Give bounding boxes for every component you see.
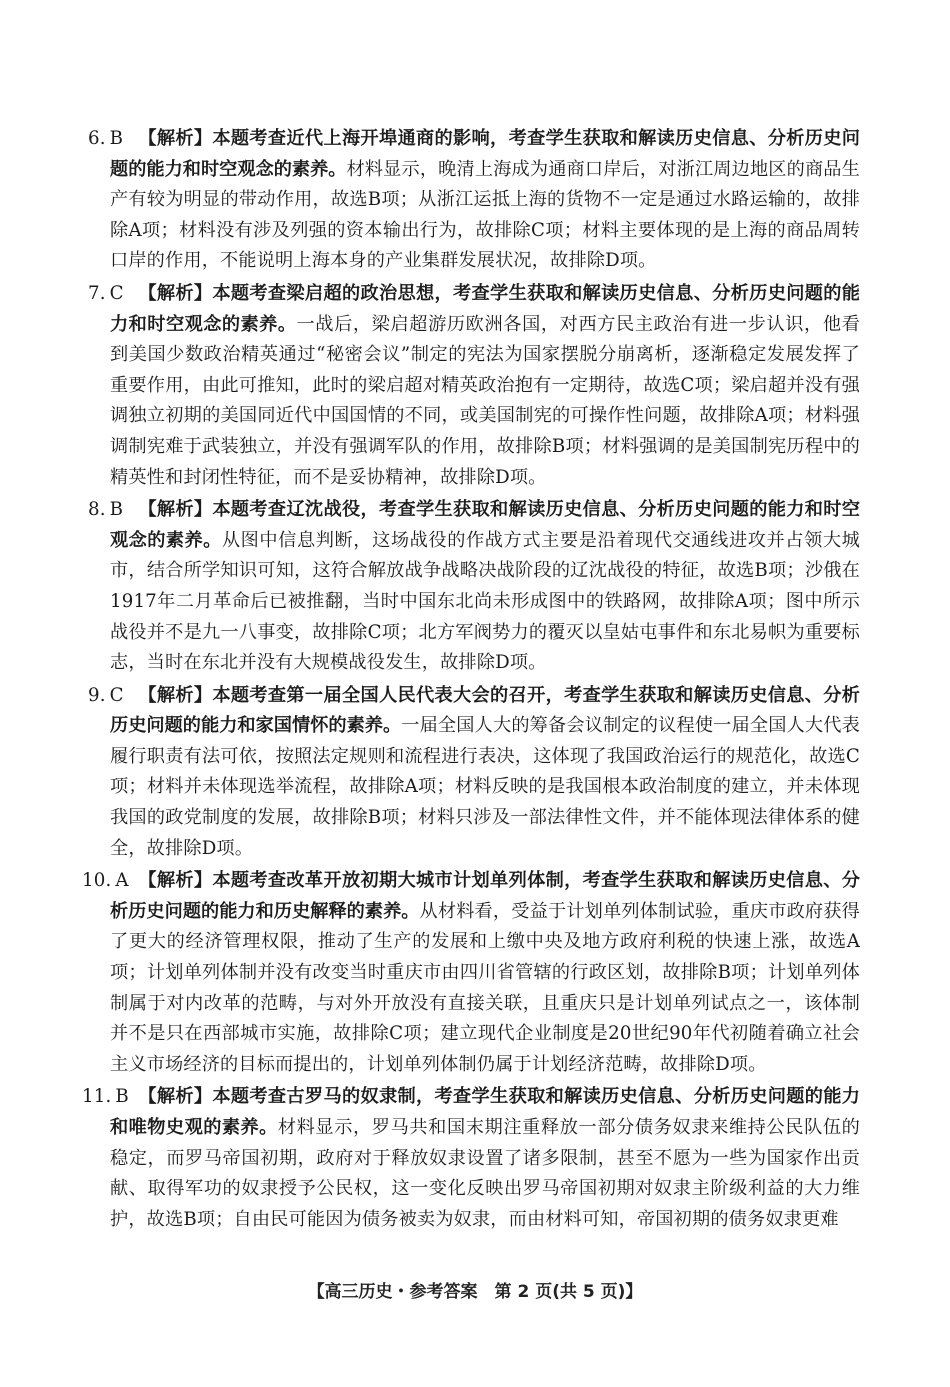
question-number: 6. B — [88, 128, 124, 149]
answer-item-6 — [88, 124, 860, 277]
answer-letter: C — [109, 282, 124, 304]
answer-letter: B — [115, 1086, 129, 1108]
answer-summary: 本题考查第一届全国人民代表大会的召开，考查学生获取和解读历史信息、分析历史问题的能力和家国情怀的素养。 — [110, 684, 860, 737]
answer-item-9 — [88, 681, 860, 865]
question-number: 8. B — [88, 499, 124, 521]
analysis-tag: 【解析】 — [138, 499, 213, 521]
answer-body: 一届全国人大的筹备会议制定的议程使一届全国人大代表履行职责有法可依，按照法定规则和流程进行表决，这体现了我国政治运行的规范化，故选C项；材料并未体现选举流程，故排除A项；材料反映的是我国根本政治制度的建立，并未体现我国的政党制度的发展，故排除B项；材料只涉及一部法律性文件，并不能体现法律体系的健全，故排除D项。 — [110, 715, 860, 859]
page-footer: 【高三历史・参考答案 第 2 页(共 5 页)】 — [307, 1282, 643, 1302]
answer-body: 从图中信息判断，这场战役的作战方式主要是沿着现代交通线进攻并占领大城市，结合所学知识可知，这符合解放战争战略决战阶段的辽沈战役的特征，故选B项；沙俄在1917年二月革命后已被推翻，当时中国东北尚未形成图中的铁路网，故排除A项；图中所示战役并不是九一八事变，故排除C项；北方军阀势力的覆灭以皇姑屯事件和东北易帜为重要标志，当时在东北并没有大规模战役发生，故排除D项。 — [110, 529, 860, 674]
analysis-tag: 【解析】 — [138, 684, 213, 706]
analysis-tag: 【解析】 — [138, 1086, 213, 1108]
answer-item-11 — [82, 1082, 860, 1235]
answer-body: 从材料看，受益于计划单列体制试验，重庆市政府获得了更大的经济管理权限，推动了生产的发展和上缴中央及地方政府利税的快速上涨，故选A项；计划单列体制并没有改变当时重庆市由四川省管辖的行政区划，故排除B项；计划单列体制属于对内改革的范畴，与对外开放没有直接关联，且重庆只是计划单列试点之一，该体制并不是只在西部城市实施，故排除C项；建立现代企业制度是20世纪90年代初随着确立社会主义市场经济的目标而提出的，计划单列体制仍属于计划经济范畴，故排除D项。 — [110, 900, 860, 1075]
answer-summary: 本题考查梁启超的政治思想，考查学生获取和解读历史信息、分析历史问题的能力和时空观念的素养。 — [110, 282, 860, 335]
analysis-tag: 【解析】 — [138, 870, 213, 892]
answer-summary: 本题考查改革开放初期大城市计划单列体制，考查学生获取和解读历史信息、分析历史问题的能力和历史解释的素养。 — [110, 870, 860, 922]
answer-letter: C — [109, 684, 124, 706]
analysis-tag: 【解析】 — [138, 282, 213, 304]
answer-letter: B — [109, 499, 124, 521]
answer-summary: 本题考查辽沈战役，考查学生获取和解读历史信息、分析历史问题的能力和时空观念的素养。 — [110, 499, 860, 551]
question-number: 11. B — [82, 1086, 129, 1108]
answer-letter: A — [115, 870, 129, 892]
answer-item-8 — [88, 495, 860, 679]
answer-body: 材料显示，晚清上海成为通商口岸后，对浙江周边地区的商品生产有较为明显的带动作用，故选B项；从浙江运抵上海的货物不一定是通过水路运输的，故排除A项；材料没有涉及列强的资本输出行为，故排除C项；材料主要体现的是上海的商品周转口岸的作用，不能说明上海本身的产业集群发展状况，故排除D项。 — [110, 158, 860, 272]
question-number: 9. C — [88, 684, 124, 706]
answer-letter: B — [109, 128, 124, 149]
answer-summary: 本题考查古罗马的奴隶制，考查学生获取和解读历史信息、分析历史问题的能力和唯物史观的素养。 — [110, 1086, 860, 1138]
answer-item-7 — [88, 279, 860, 493]
answer-body: 材料显示，罗马共和国末期注重释放一部分债务奴隶来维持公民队伍的稳定，而罗马帝国初期，政府对于释放奴隶设置了诸多限制，甚至不愿为一些为国家作出贡献、取得军功的奴隶授予公民权，这一变化反映出罗马帝国初期对奴隶主阶级利益的大力维护，故选B项；自由民可能因为债务被卖为奴隶，而由材料可知，帝国初期的债务奴隶更难 — [110, 1117, 860, 1230]
answer-summary: 本题考查近代上海开埠通商的影响，考查学生获取和解读历史信息、分析历史问题的能力和时空观念的素养。 — [110, 128, 860, 180]
question-number: 7. C — [88, 282, 124, 304]
answer-list — [0, 124, 950, 1237]
question-number: 10. A — [82, 870, 129, 892]
answer-item-10 — [82, 866, 860, 1080]
analysis-tag: 【解析】 — [138, 128, 213, 149]
answer-body: 一战后，梁启超游历欧洲各国，对西方民主政治有进一步认识，他看到美国少数政治精英通过“秘密会议”制定的宪法为国家摆脱分崩离析，逐渐稳定发展发挥了重要作用，由此可推知，此时的梁启超对精英政治抱有一定期待，故选C项；梁启超并没有强调独立初期的美国同近代中国国情的不同，或美国制宪的可操作性问题，故排除A项；材料强调制宪难于武装独立，并没有强调军队的作用，故排除B项；材料强调的是美国制宪历程中的精英性和封闭性特征，而不是妥协精神，故排除D项。 — [110, 313, 860, 488]
